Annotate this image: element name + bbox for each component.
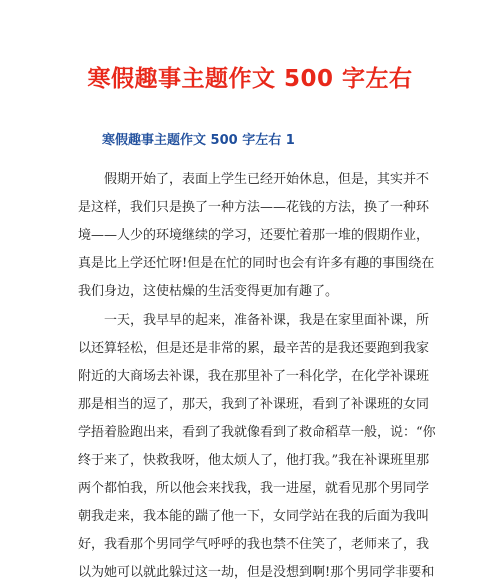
paragraph-line: 假期开始了，表面上学生已经开始休息，但是，其实并不 <box>78 172 430 187</box>
paragraph-line: 好，我看那个男同学气呼呼的我也禁不住笑了，老师来了，我 <box>78 537 430 552</box>
paragraph-line: 两个都怕我，所以他会来找我，我一进屋，就看见那个男同学 <box>78 481 430 496</box>
paragraph-line: 朝我走来，我本能的踹了他一下，女同学站在我的后面为我叫 <box>78 509 430 524</box>
section-heading: 寒假趣事主题作文 500 字左右 1 <box>102 133 295 148</box>
paragraph-line: 一天，我早早的起来，准备补课，我是在家里面补课，所 <box>78 313 430 328</box>
paragraph-line: 终于来了，快救我呀，他太烦人了，他打我。”我在补课班里那 <box>78 453 430 468</box>
paragraph-1 <box>78 166 435 306</box>
document-title: 寒假趣事主题作文 500 字左右 <box>87 66 413 92</box>
paragraph-line: 我们身边，这使枯燥的生活变得更加有趣了。 <box>78 284 339 299</box>
paragraph-line: 真是比上学还忙呀!但是在忙的同时也会有许多有趣的事围绕在 <box>78 256 435 271</box>
paragraph-line: 以为她可以就此躲过这一劫，但是没想到啊!那个男同学非要和 <box>78 565 435 580</box>
paragraph-line: 以还算轻松，但是还是非常的累，最辛苦的是我还要跑到我家 <box>78 341 430 356</box>
paragraph-line: 境——人少的环境继续的学习，还要忙着那一堆的假期作业， <box>78 228 430 243</box>
paragraph-line: 学捂着脸跑出来，看到了我就像看到了救命稻草一般，说：“你 <box>78 425 436 440</box>
paragraph-line: 附近的大商场去补课，我在那里补了一科化学，在化学补课班 <box>78 369 430 384</box>
paragraph-line: 是这样，我们只是换了一种方法——花钱的方法，换了一种环 <box>78 200 430 215</box>
paragraph-2 <box>78 307 436 587</box>
paragraph-line: 那是相当的逗了，那天，我到了补课班，看到了补课班的女同 <box>78 397 430 412</box>
